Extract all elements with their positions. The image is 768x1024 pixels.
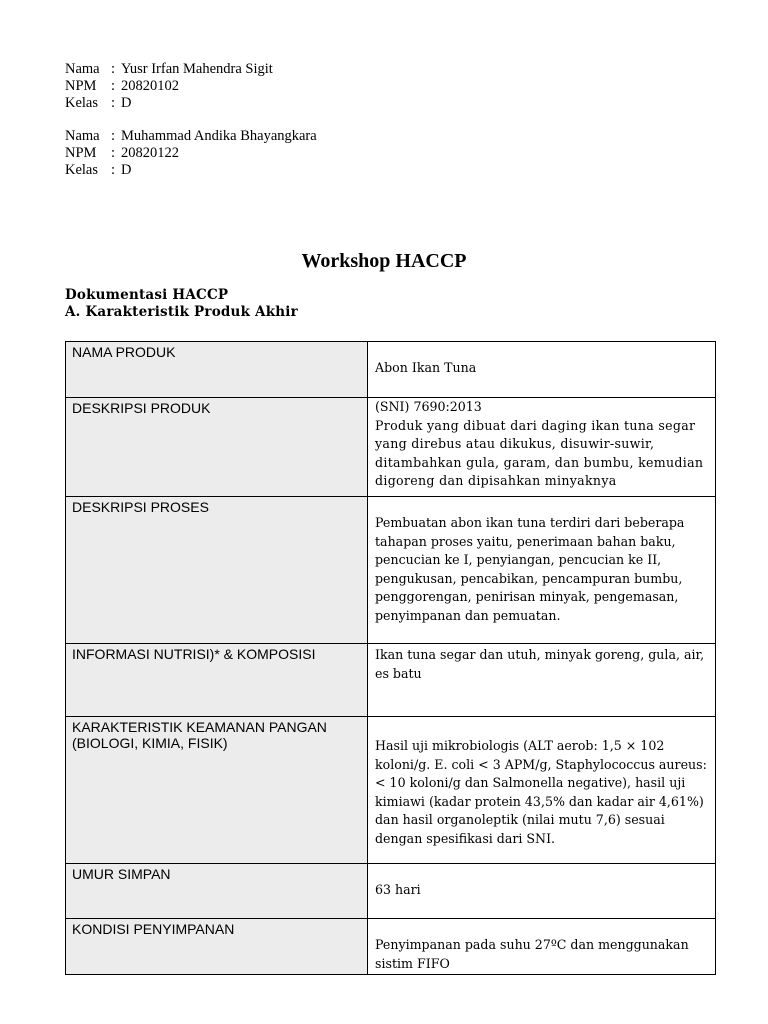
name-value: Muhammad Andika Bhayangkara	[121, 128, 317, 144]
row-value	[368, 497, 716, 644]
class-value: D	[121, 94, 132, 111]
separator: :	[111, 144, 116, 161]
npm-value: 20820102	[121, 77, 179, 94]
npm-row	[65, 145, 317, 162]
class-row	[65, 162, 317, 179]
npm-label: NPM	[65, 144, 97, 161]
separator: :	[111, 161, 116, 178]
row-value-text-line1: (SNI) 7690:2013	[375, 399, 482, 414]
product-characteristics-table	[65, 341, 716, 975]
name-value: Yusr Irfan Mahendra Sigit	[121, 61, 273, 77]
name-label: Nama	[65, 61, 100, 77]
student-info-2	[65, 128, 317, 178]
table-row	[66, 919, 716, 975]
row-value-text: Abon Ikan Tuna	[375, 360, 477, 375]
table-row	[66, 644, 716, 717]
separator: :	[111, 77, 116, 94]
row-value-text: Pembuatan abon ikan tuna terdiri dari beberapa tahapan proses yaitu, penerimaan bahan baku, pencucian ke I, penyiangan, pencucian ke II, pengukusan, pencabikan, pencampuran bumbu, penggorengan, penirisan minyak, pengemasan, penyimpanan dan pemuatan.	[375, 515, 685, 623]
name-row	[65, 61, 273, 78]
npm-label: NPM	[65, 77, 97, 94]
row-value-text: Ikan tuna segar dan utuh, minyak goreng, gula, air, es batu	[375, 647, 705, 681]
doc-heading: Dokumentasi HACCP	[65, 287, 229, 303]
row-label: KONDISI PENYIMPANAN	[66, 919, 368, 975]
table-row	[66, 717, 716, 864]
row-value-text: Penyimpanan pada suhu 27ºC dan menggunakan sistim FIFO	[375, 937, 689, 971]
class-label: Kelas	[65, 161, 99, 178]
name-label: Nama	[65, 128, 100, 144]
class-row	[65, 95, 273, 112]
table-row	[66, 497, 716, 644]
row-value	[368, 342, 716, 398]
class-value: D	[121, 161, 132, 178]
section-heading: A. Karakteristik Produk Akhir	[65, 304, 298, 320]
npm-row	[65, 78, 273, 95]
page-title: Workshop HACCP	[301, 250, 467, 272]
table-row	[66, 398, 716, 497]
separator: :	[111, 61, 116, 77]
row-value	[368, 717, 716, 864]
row-label: DESKRIPSI PRODUK	[66, 398, 368, 497]
separator: :	[111, 94, 116, 111]
row-value-text: Hasil uji mikrobiologis (ALT aerob: 1,5 × 102 koloni/g. E. coli < 3 APM/g, Staphylococcus aureus: < 10 koloni/g dan Salmonella negative), hasil uji kimiawi (kadar protein 43,5% dan kadar air 4,61%) dan hasil organoleptik (nilai mutu 7,6) sesuai dengan spesifikasi dari SNI.	[375, 738, 707, 846]
row-value	[368, 644, 716, 717]
row-label: NAMA PRODUK	[66, 342, 368, 398]
class-label: Kelas	[65, 94, 99, 111]
row-value	[368, 919, 716, 975]
name-row	[65, 128, 317, 145]
separator: :	[111, 128, 116, 144]
row-value-text: Produk yang dibuat dari daging ikan tuna segar yang direbus atau dikukus, disuwir-suwir, ditambahkan gula, garam, dan bumbu, kemudian digoreng dan dipisahkan minyaknya	[375, 417, 704, 488]
row-label: UMUR SIMPAN	[66, 864, 368, 919]
table-row	[66, 864, 716, 919]
row-label: KARAKTERISTIK KEAMANAN PANGAN (BIOLOGI, KIMIA, FISIK)	[66, 717, 368, 864]
row-label: DESKRIPSI PROSES	[66, 497, 368, 644]
row-label: INFORMASI NUTRISI)* & KOMPOSISI	[66, 644, 368, 717]
npm-value: 20820122	[121, 144, 179, 161]
table-row	[66, 342, 716, 398]
row-value	[368, 398, 716, 497]
row-value	[368, 864, 716, 919]
student-info-1	[65, 61, 273, 111]
row-value-text: 63 hari	[375, 882, 421, 897]
